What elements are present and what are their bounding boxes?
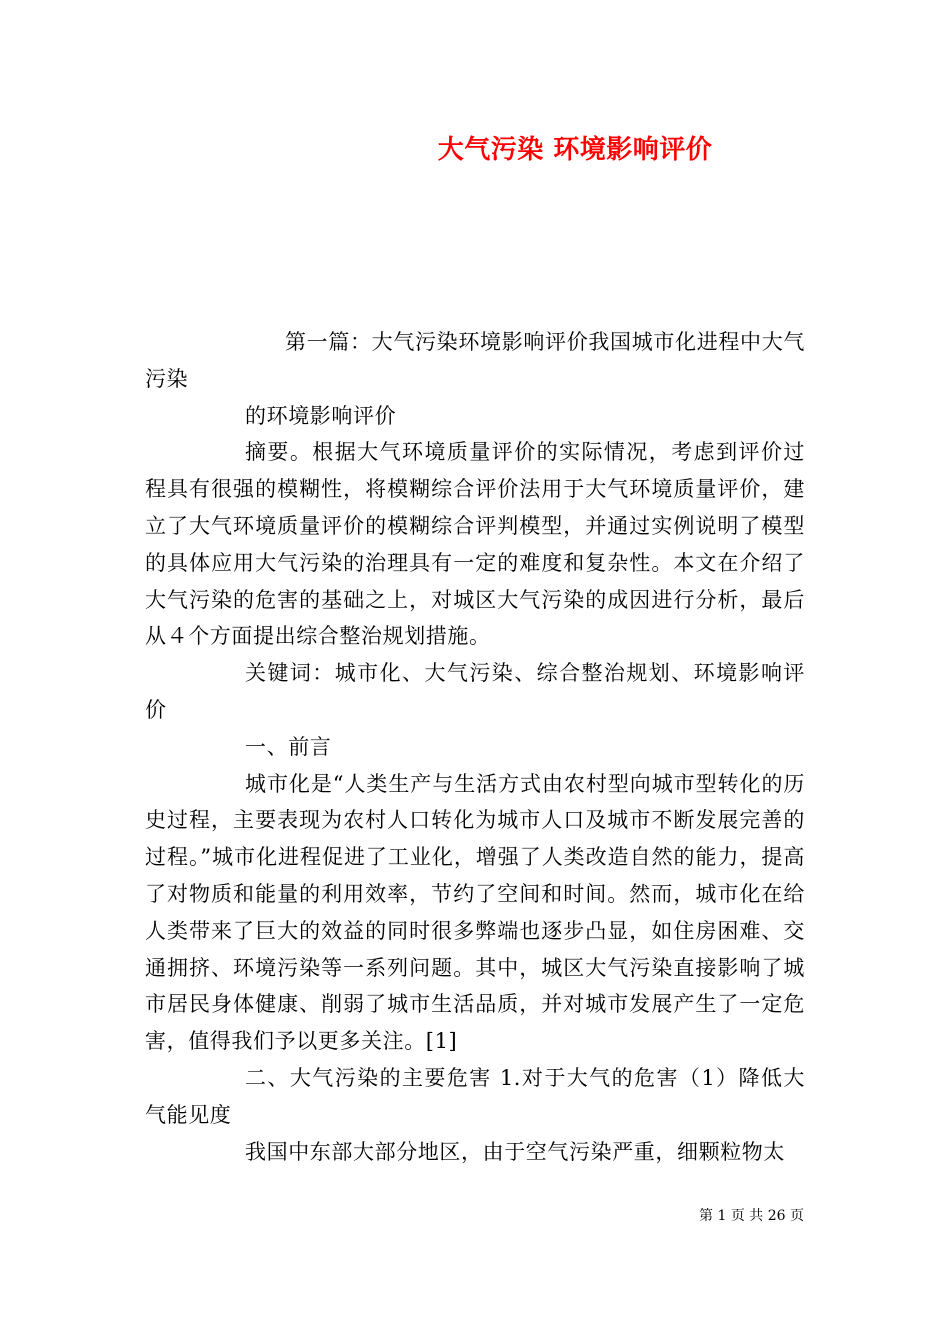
page-number: 第 1 页 共 26 页	[699, 1208, 804, 1224]
paragraph: 第一篇：大气污染环境影响评价我国城市化进程中大气污染	[145, 330, 805, 391]
document-body	[145, 324, 805, 1170]
paragraph: 的环境影响评价	[245, 403, 397, 428]
section-heading: 一、前言	[245, 734, 332, 759]
paragraph: 关键词：城市化、大气污染、综合整治规划、环境影响评价	[145, 661, 805, 722]
document-title: 大气污染 环境影响评价	[437, 135, 713, 165]
paragraph: 我国中东部大部分地区，由于空气污染严重，细颗粒物太	[245, 1139, 785, 1164]
paragraph: 城市化是“人类生产与生活方式由农村型向城市型转化的历史过程，主要表现为农村人口转化为城市人口及城市不断发展完善的过程。”城市化进程促进了工业化，增强了人类改造自然的能力，提高了对物质和能量的利用效率，节约了空间和时间。然而，城市化在给人类带来了巨大的效益的同时很多弊端也逐步凸显，如住房困难、交通拥挤、环境污染等一系列问题。其中，城区大气污染直接影响了城市居民身体健康、削弱了城市生活品质，并对城市发展产生了一定危害，值得我们予以更多关注。[1]	[145, 771, 805, 1054]
section-heading: 二、大气污染的主要危害 1.对于大气的危害（1）降低大气能见度	[145, 1065, 805, 1127]
paragraph: 摘要。根据大气环境质量评价的实际情况，考虑到评价过程具有很强的模糊性，将模糊综合评价法用于大气环境质量评价，建立了大气环境质量评价的模糊综合评判模型，并通过实例说明了模型的具体应用大气污染的治理具有一定的难度和复杂性。本文在介绍了大气污染的危害的基础之上，对城区大气污染的成因进行分析，最后从４个方面提出综合整治规划措施。	[145, 440, 805, 649]
